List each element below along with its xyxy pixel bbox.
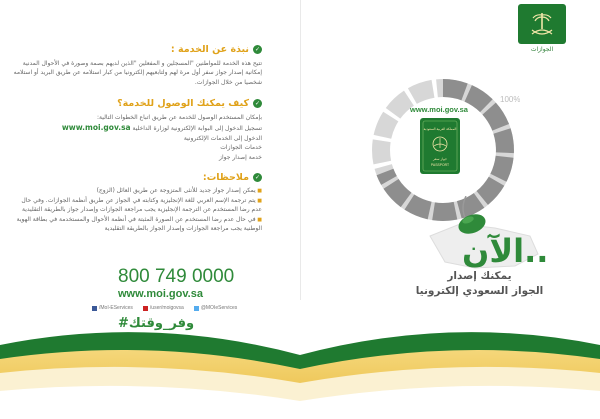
mouse-cable [463,196,466,220]
check-icon: ✓ [254,100,261,107]
note-item: ■ يتم ترجمة الإسم العربي للغة الإنجليزية وكتابته في الجواز عن طريق أنظمة الجوازات. وفي حال عدم رضا المستخدم عن الترجمة الإنجليزية يجب مراجعة الجوازات وإصدار جواز بالطريقة التقليدية [12,196,262,215]
notes-list [12,186,262,234]
gauge-url: www.moi.gov.sa [410,105,468,114]
access-step: الدخول إلى الخدمات الإلكترونية [183,134,262,142]
note-item: ■ في حال عدم رضا المستخدم عن الصورة المثبتة في أنظمة الأحوال والمستخدمة في بطاقة الهوية الوطنية يجب مراجعة الجوازات وإصدار الجواز بالطريقة التقليدية [12,215,262,234]
note-item: ■ يمكن إصدار جواز جديد للأنثى المتزوجة عن طريق العائل (الزوج) [12,186,262,196]
twitter-link[interactable]: @MOIeServices [194,305,237,311]
about-section [12,44,262,87]
subline-2: الجواز السعودي إلكترونيا [415,285,544,297]
passport-icon [420,118,460,174]
moi-link[interactable]: www.moi.gov.sa [61,123,131,133]
youtube-link[interactable]: /user/moigovsa [143,305,184,311]
access-intro: بإمكان المستخدم الوصول للخدمة عن طريق اتباع الخطوات التالية: [97,114,262,121]
about-title: ✓ نبذة عن الخدمة : [170,44,261,55]
access-step: خدمات الجوازات [220,144,262,152]
headline: الآن.. [462,232,549,270]
access-step: تسجيل الدخول إلى البوابة الإلكترونية لوزارة الداخلية www.moi.gov.sa [61,123,262,133]
hashtag: #وفر_وقتك [118,316,195,331]
svg-text:PASSPORT: PASSPORT [430,163,450,167]
facebook-link[interactable]: /MoI-EServices [92,305,133,311]
svg-text:جواز سفر: جواز سفر [433,157,447,161]
svg-text:المملكة العربية السعودية: المملكة العربية السعودية [423,127,457,131]
subline-1: يمكنك إصدار [447,270,512,282]
notes-section [12,172,262,234]
about-body: تتيح هذه الخدمة للمواطنين "المسجلين و المفعلين "الذين لديهم بصمة وصورة في الأحوال المدنية إمكانية إصدار جواز سفر أول مرة لهم ولتابعيهم إلكترونيا من كبار استلامه عن طريق البريد أو استلامه شخصيا من خلال الجوازات. [13,60,262,86]
bottom-wave-decoration [0,325,600,419]
social-links [92,305,237,311]
twitter-icon [194,306,199,311]
palm-swords-icon [525,9,559,39]
passports-emblem [518,4,566,44]
fold-line [300,0,301,300]
access-step: خدمة إصدار جواز [219,153,262,161]
check-icon: ✓ [254,174,261,181]
gauge-percent: 100% [500,95,520,104]
facebook-icon [92,306,97,311]
emblem-label: الجوازات [530,46,554,53]
youtube-icon [143,306,148,311]
access-title: ✓ كيف يمكنك الوصول للخدمة؟ [117,98,261,109]
website-link[interactable]: www.moi.gov.sa [118,288,203,300]
phone-number: 800 749 0000 [118,266,235,287]
check-icon: ✓ [254,46,261,53]
access-body [12,113,262,162]
access-section [12,98,262,162]
notes-title: ✓ ملاحظات: [202,172,261,183]
